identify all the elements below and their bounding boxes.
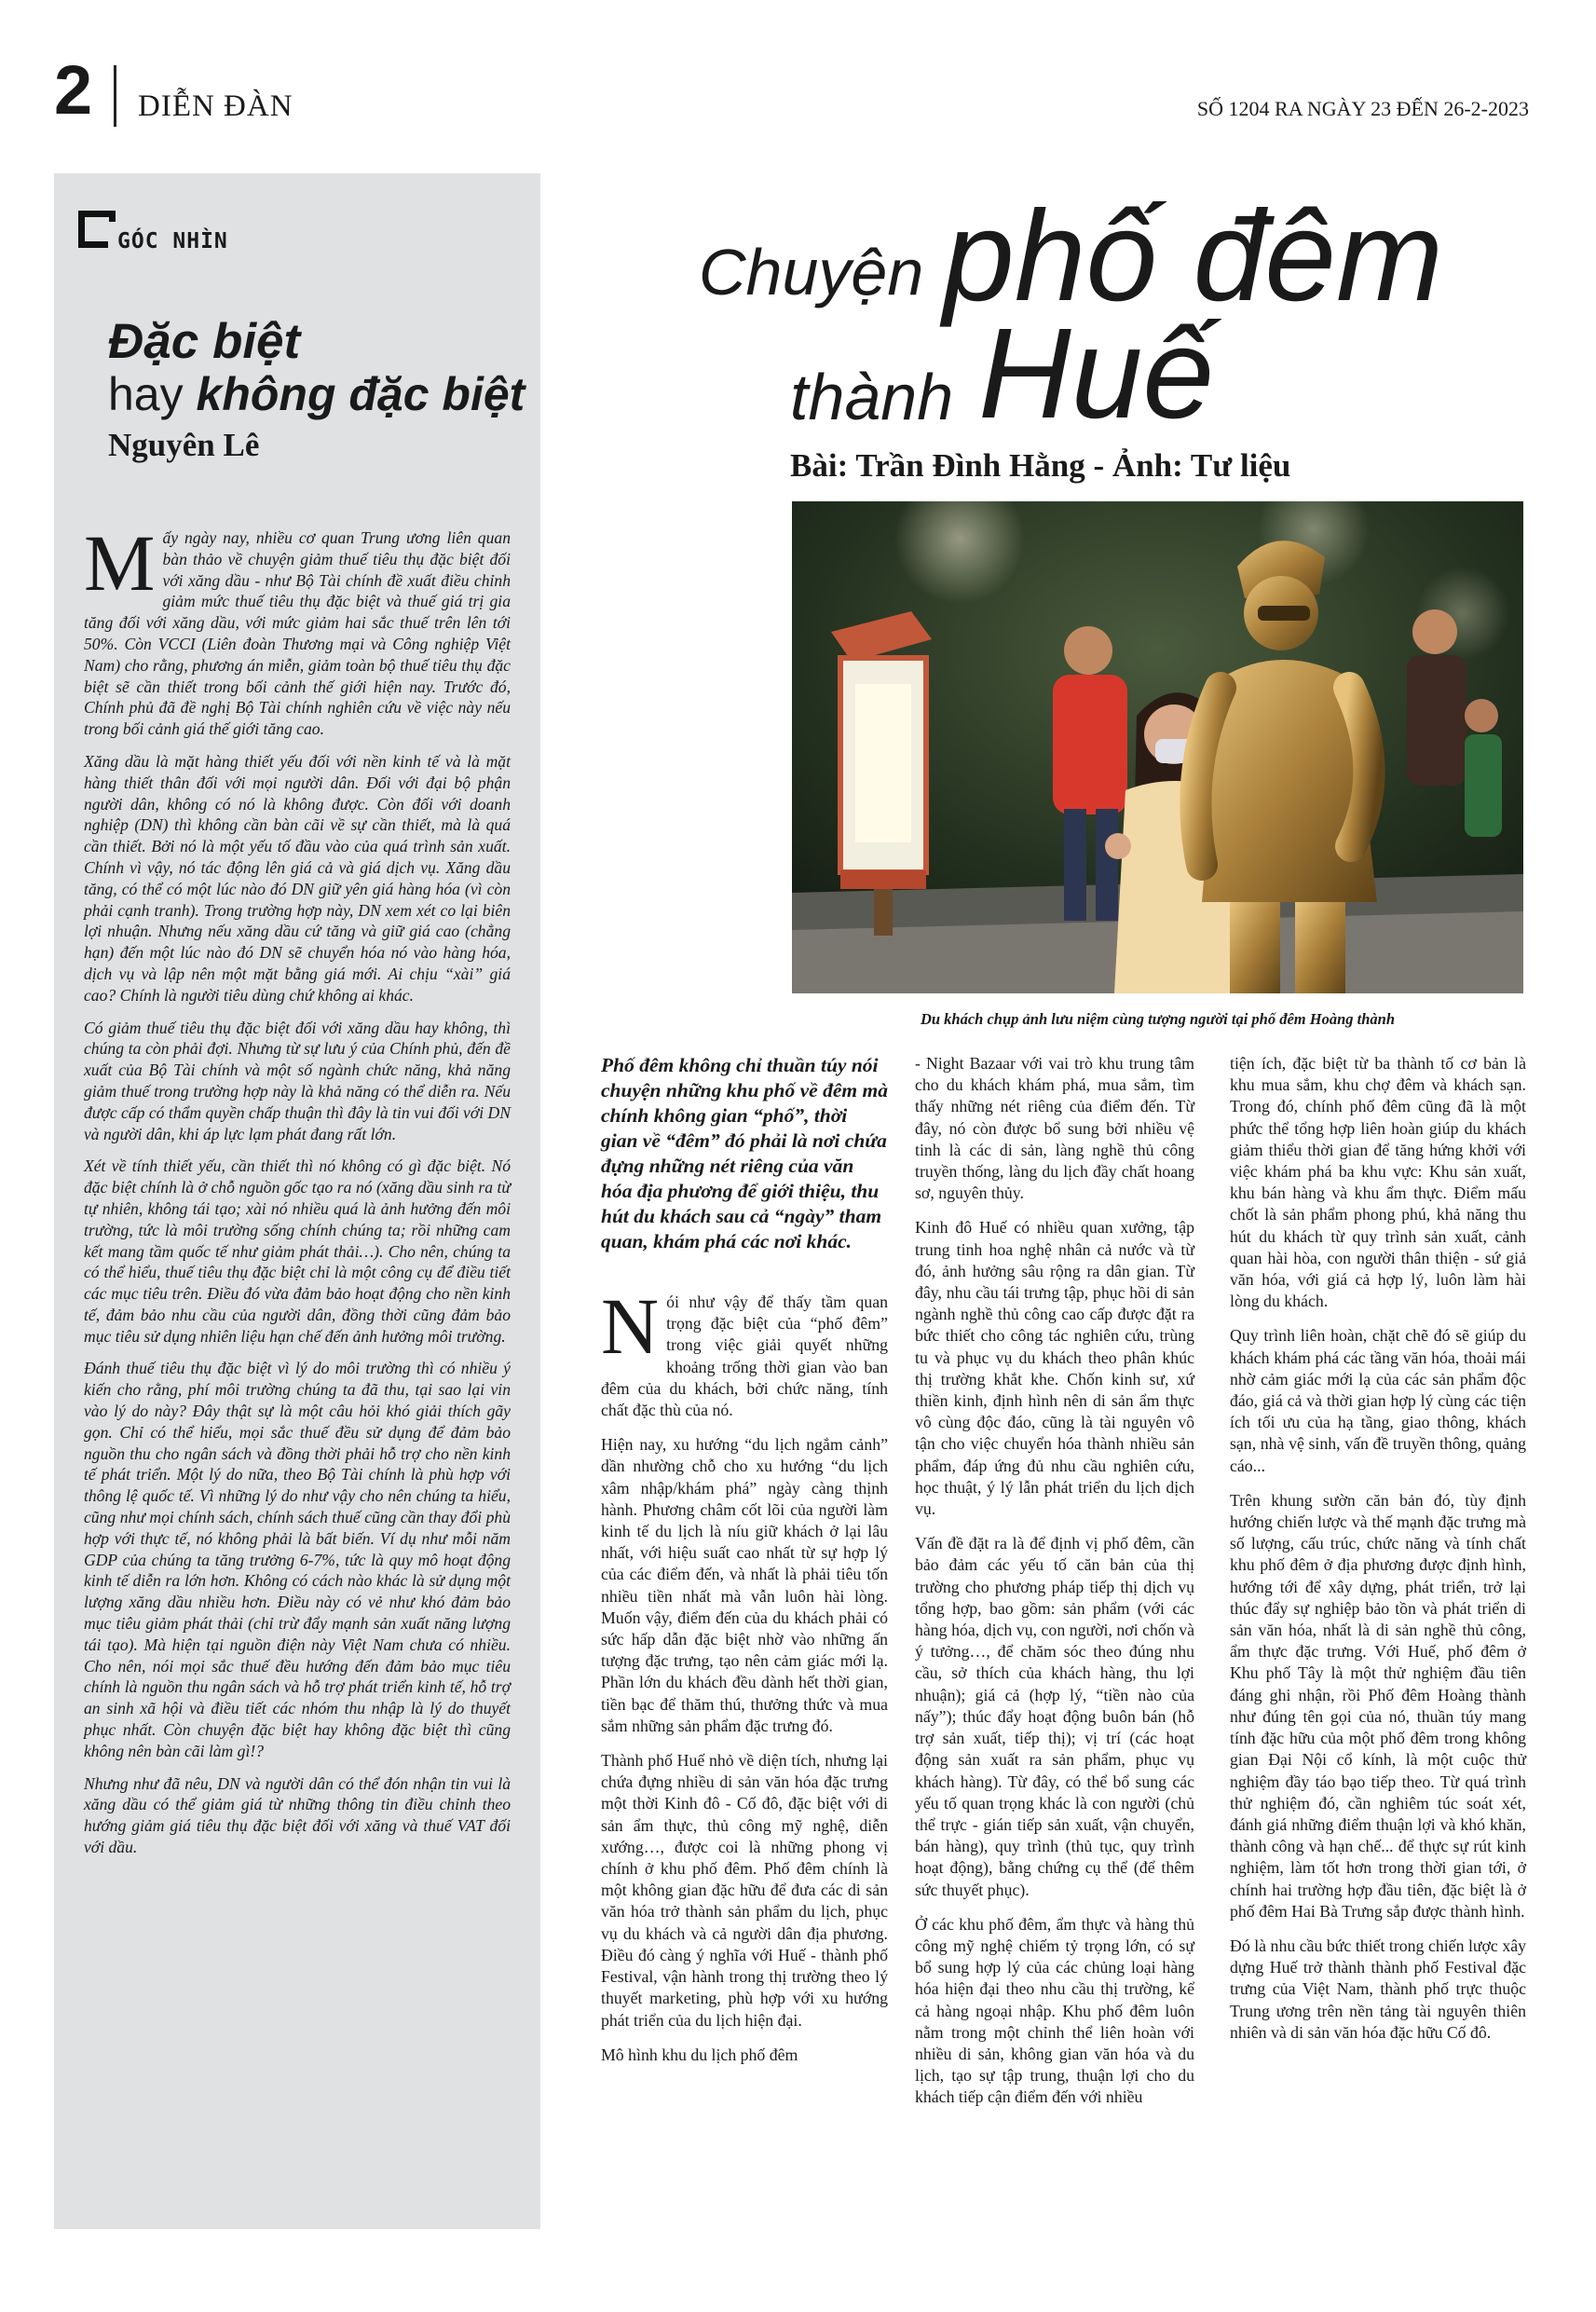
article-paragraph [601,1281,888,1421]
article-paragraph: tiện ích, đặc biệt từ ba thành tố cơ bản là khu mua sắm, khu chợ đêm và khách sạn. Trong đó, chính phố đêm cũng đã là một phức thể tổng hợp liên hoàn giúp du khách giảm thiểu thời gian để tăng hứng khởi với việc khám phá ba khu vực: Khu sản xuất, khu bán hàng và khu ẩm thực. Điểm mấu chốt là sản phẩm phong phú, khả năng thu hút du khách từ quy trình sản xuất, cảnh quan hài hòa, con người thân thiện - sứ giả văn hóa, với giá cả hợp lý, luôn làm hài lòng du khách. [1230,1054,1526,1311]
article-paragraph-text: ói như vậy để thấy tầm quan trọng đặc biệt của “phố đêm” trong việc giải quyết những khoảng trống thời gian vào ban đêm của du khách, bởi chức năng, tính chất đặc thù của nó. [601,1293,888,1420]
page-number: 2 [54,51,93,129]
article-paragraph: Kinh đô Huế có nhiều quan xưởng, tập trung tinh hoa nghệ nhân cả nước và từ đó, ảnh hưởng sâu rộng ra dân gian. Từ đây, nhu cầu tái trưng tập, phục hồi di sản ngành nghề thủ công cao cấp được đặt ra bức thiết cho công tác nghiên cứu, trùng tu và phục vụ du khách theo phân khúc thị trường khắt khe. Chốn kinh sư, xứ thiền kinh, định hình nên di sản ẩm thực vô cùng độc đáo, cũng là tài nguyên vô tận cho việc chuyển hóa thành nhiều sản phẩm, đáp ứng đủ nhu cầu nghiên cứu, học thuật, ý lý lẫn phát triển du lịch dịch vụ. [915,1218,1194,1519]
article-paragraph: Thành phố Huế nhỏ về diện tích, nhưng lại chứa đựng nhiều di sản văn hóa đặc trưng một thời Kinh đô - Cố đô, đặc biệt với di sản ẩm thực, thủ công mỹ nghệ, diễn xướng…, được coi là những phong vị chính ở khu phố đêm. Phố đêm chính là một không gian đặc hữu để đưa các di sản văn hóa trở thành sản phẩm du lịch, phục vụ du khách và cả người dân địa phương. Điều đó càng ý nghĩa với Huế - thành phố Festival, vận hành trong thị trường theo lý thuyết marketing, phù hợp với xu hướng phát triển của du lịch hiện đại. [601,1751,888,2030]
night-street-photo [792,501,1523,993]
sidebar-column [54,173,540,2229]
article-title-word: phố đêm [943,185,1444,328]
sidebar-paragraph: Xăng dầu là mặt hàng thiết yếu đối với nền kinh tế và là mặt hàng thiết thân đối với mọi người dân. Đối với đại bộ phận người dân, không có nó là không được. Còn đối với doanh nghiệp (DN) thì không cần bàn cãi về sự cần thiết, mà là quá cần thiết. Bởi nó là một yếu tố đầu vào của quá trình sản xuất. Chính vì vậy, nó tác động lên giá cả và giá dịch vụ. Xăng dầu tăng, có thể có một lúc nào đó DN giữ yên giá hàng hóa (vì còn phải cạnh tranh). Trong trường hợp này, DN xem xét co lại biên lợi nhuận. Nhưng nếu xăng dầu cứ tăng và giữ giá cao (chẳng hạn) đến một lúc nào đó DN sẽ chuyển hóa nó vào hàng hóa, dịch vụ và lập nên một mặt bằng giá mới. Ai chịu “xài” giá cao? Chính là người tiêu dùng chứ không ai khác. [84,751,511,1005]
sidebar-author: Nguyên Lê [108,427,260,463]
article-paragraph: Quy trình liên hoàn, chặt chẽ đó sẽ giúp du khách khám phá các tầng văn hóa, thoải mái nhờ cảm giác mới lạ của các sản phẩm độc đáo, giá cả và thời gian hợp lý cùng các tiện ích tối ưu của hạ tầng, giao thông, khách sạn, nhà vệ sinh, vấn đề truyền thông, quảng cáo... [1230,1326,1526,1475]
sidebar-body [84,518,511,1869]
article-title-word: Chuyện [699,236,924,308]
article-column-1 [601,1053,888,2079]
article-photo [792,501,1523,993]
lantern-shape [831,611,932,936]
sidebar-paragraph: Nhưng như đã nêu, DN và người dân có thể đón nhận tin vui là xăng dầu có thể giảm giá từ những thông tin điều chỉnh theo hướng giảm giá tiêu thụ đặc biệt đối với xăng và thuế VAT đối với dầu. [84,1773,511,1857]
article-column-2 [915,1053,1194,2122]
sidebar-dropcap: M [84,518,156,608]
sidebar-paragraph: Xét về tính thiết yếu, cần thiết thì nó không có gì đặc biệt. Nó đặc biệt chính là ở chỗ nguồn gốc tạo ra nó (xăng dầu sinh ra từ tự nhiên, không tái tạo; xài nó nhiều quá là ảnh hưởng đến môi trường, tức là môi trường sống chính chúng ta; rồi những cam kết mang tầm quốc tế như giảm phát thải…). Cho nên, chúng ta có thể hiểu, thuế tiêu thụ đặc biệt chỉ là một công cụ để điều tiết các mục tiêu trên. Điều đó vừa đảm bảo hoạt động cho nền kinh tế, đảm bảo nhu cầu của người dân, đồng thời cũng đảm bảo mục tiêu sử dụng nhiên liệu hạn chế đến ảnh hưởng môi trường. [84,1156,511,1346]
header-divider [114,65,116,127]
article-paragraph: Ở các khu phố đêm, ẩm thực và hàng thủ công mỹ nghệ chiếm tỷ trọng lớn, có sự bổ sung hợp lý của các chủng loại hàng hóa hiện đại theo nhu cầu thị trường, kể cả hàng ngoại nhập. Khu phố đêm luôn nằm trong một chỉnh thể liên hoàn với nhiều di sản, không gian văn hóa và du lịch, tạo sự tập trung, thuận lợi cho du khách tiếp cận điểm đến với nhiều [915,1914,1194,2107]
issue-line: SỐ 1204 RA NGÀY 23 ĐẾN 26-2-2023 [1196,97,1529,120]
article-byline: Bài: Trần Đình Hằng - Ảnh: Tư liệu [790,447,1291,484]
article-title-word: thành [790,361,954,433]
sidebar-section-label: GÓC NHÌN [117,229,228,253]
article-title-word: Huế [978,302,1215,445]
article-paragraph: Mô hình khu du lịch phố đêm [601,2045,798,2064]
article-column-3 [1230,1053,1526,2057]
sidebar-paragraph-text: ấy ngày nay, nhiều cơ quan Trung ương liên quan bàn thảo về chuyện giảm thuế tiêu thụ đặc biệt đối với xăng dầu - như Bộ Tài chính đề xuất điều chỉnh giảm mức thuế tiêu thụ đặc biệt và thuế giá trị gia tăng đối với xăng dầu, với mức giảm hai sắc thuế trên lên tới 50%. Còn VCCI (Liên đoàn Thương mại và Công nghiệp Việt Nam) cho rằng, phương án miễn, giảm toàn bộ thuế tiêu thụ đặc biệt sẽ cần thiết trong bối cảnh thế giới hiện nay. Trước đó, Chính phủ đã đề nghị Bộ Tài chính nghiên cứu về việc này nếu trong bối cảnh giá thế giới tăng cao. [84,528,511,739]
section-name: DIỄN ĐÀN [138,89,293,123]
sidebar-paragraph [84,518,511,740]
sidebar-title-line2 [108,367,525,421]
photo-caption: Du khách chụp ảnh lưu niệm cùng tượng người tại phố đêm Hoàng thành [920,1010,1396,1028]
sidebar-paragraph: Có giảm thuế tiêu thụ đặc biệt đối với xăng dầu hay không, thì chúng ta còn phải đợi. Nhưng từ sự lưu ý của Chính phủ, đến đề xuất của Bộ Tài chính và một số ngành chức năng, khả năng giảm thuế trong trường hợp này là khả năng có thể diễn ra. Nếu được cấp có thẩm quyền chấp thuận thì đây là tin vui đối với DN và người dân, khi áp lực lạm phát đang rất lớn. [84,1018,511,1143]
article-paragraph: Vấn đề đặt ra là để định vị phố đêm, cần bảo đảm các yếu tố căn bản của thị trường cho phương pháp tiếp thị dịch vụ tổng hợp, bao gồm: sản phẩm (với các hàng hóa, dịch vụ, con người, nơi chốn và ý tưởng…, để chăm sóc theo đúng nhu cầu, sở thích của khách hàng, thu lợi nhuận); giá cả (hợp lý, “tiền nào của nấy”); thúc đẩy hoạt động buôn bán (hỗ trợ sản xuất, tiếp thị); vị trí (các hoạt động sản xuất ra sản phẩm, phục vụ khách hàng). Từ đây, có thể bổ sung các yếu tố quan trọng khác là con người (chủ thể trực - gián tiếp sản xuất, vận chuyển, bán hàng), quy trình (thủ tục, quy trình hoạt động), bằng chứng cụ thể (để thêm sức thuyết phục). [915,1534,1194,1899]
article-paragraph: - Night Bazaar với vai trò khu trung tâm cho du khách khám phá, mua sắm, tìm thấy những nét riêng của điểm đến. Từ đây, nó còn được bổ sung bởi nhiều vệ tinh là các di sản, làng nghề thủ công truyền thống, làng du lịch đầy chất hoang sơ, nguyên thủy. [915,1054,1194,1203]
article-lead: Phố đêm không chỉ thuần túy nói chuyện những khu phố về đêm mà chính không gian “phố”, thời gian về “đêm” đó phải là nơi chứa đựng những nét riêng của văn hóa địa phương để giới thiệu, thu hút du khách sau cả “ngày” tham quan, khám phá các nơi khác. [601,1054,888,1252]
sidebar-paragraph: Đánh thuế tiêu thụ đặc biệt vì lý do môi trường thì có nhiều ý kiến cho rằng, phí môi trường chúng ta đã thu, tại sao lại vin vào lý do này? Đây thật sự là một câu hỏi khó giải thích gãy gọn. Chỉ có thể hiểu, mọi sắc thuế đều sử dụng để đảm bảo nguồn thu cho ngân sách và đồng thời phải hỗ trợ cho nền kinh tế phát triển. Một lý do nữa, theo Bộ Tài chính là phù hợp với thông lệ quốc tế. Vì những lý do như vậy cho nên chúng ta hiểu, cũng như mọi chính sách, chính sách thuế cũng cần thay đổi phù hợp với thực tế, nó không phải là bất biến. Ví dụ như mỗi năm GDP của chúng ta tăng trưởng 6-7%, tức là quy mô hoạt động kinh tế diễn ra lớn hơn. Không có cách nào khác là sử dụng một lượng xăng dầu nhiều hơn. Điều này có vẻ như khó đảm bảo mục tiêu giảm phát thải (chỉ trừ đẩy mạnh sản xuất năng lượng tái tạo). Mà hiện tại nguồn điện này Việt Nam chưa có nhiều. Cho nên, nói mọi sắc thuế đều hướng đến đảm bảo mục tiêu chính là nguồn thu ngân sách và hỗ trợ phát triển kinh tế, hỗ trợ an sinh xã hội và điều tiết các nhóm thu nhập là lý do thuyết phục nhất. Còn chuyện đặc biệt hay không đặc biệt thì cũng không nên bàn cãi làm gì!? [84,1359,511,1760]
sidebar-title-line1: Đặc biệt [108,314,301,369]
article-paragraph: Hiện nay, xu hướng “du lịch ngắm cảnh” dần nhường chỗ cho xu hướng “du lịch xâm nhập/khám phá” ngày càng thịnh hành. Phương châm cốt lõi của người làm kinh tế du lịch là níu giữ khách ở lại lâu nhất, với hiệu suất cao nhất từ sự hợp lý của các điểm đến, và nhất là phải tiêu tốn nhiều tiền nhất mà vẫn luôn hài lòng. Muốn vậy, điểm đến của du khách phải có sức hấp dẫn đặc biệt nhờ vào những ấn tượng đặc trưng, tạo nên cảm giác mới lạ. Phần lớn du khách đều dành hết thời gian, tiền bạc để thăm thú, thưởng thức và mua sắm những sản phẩm đặc trưng đó. [601,1435,888,1735]
article-paragraph: Đó là nhu cầu bức thiết trong chiến lược xây dựng Huế trở thành thành phố Festival đặc trưng của Việt Nam, thành phố trực thuộc Trung ương trên nền tảng tài nguyên thiên nhiên và di sản văn hóa đặc hữu Cố đô. [1230,1936,1526,2042]
article-paragraph: Trên khung sườn căn bản đó, tùy định hướng chiến lược và thế mạnh đặc trưng mà số lượng, cấu trúc, chức năng và tính chất khu phố đêm ở địa phương được định hình, hướng tới để xây dựng, phát triển, trở lại thúc đẩy sự nghiệp bảo tồn và phát triển di sản văn hóa, nhất là di sản nghề thủ công, ẩm thực đặc trưng. Với Huế, phố đêm ở Khu phố Tây là một thử nghiệm đầu tiên đáng ghi nhận, rồi Phố đêm Hoàng thành như đúng tên gọi của nó, thuần túy mang tính đặc hữu của một phố đêm trong không gian Đại Nội cổ kính, là một cuộc thử nghiệm đầy táo bạo tiếp theo. Từ quá trình thử nghiệm đó, cần nghiêm túc soát xét, đánh giá những điểm thuận lợi và khó khăn, thành công và hạn chế... để thực sự rút kinh nghiệm, làm tốt hơn trong thời gian tới, ở chính hai trường hợp đầu tiên, đặc biệt là ở phố đêm Hai Bà Trưng sắp được thành hình. [1230,1490,1526,1921]
sidebar-title-bold: không đặc biệt [196,368,525,420]
article-dropcap: N [601,1281,660,1371]
sidebar-title-pre: hay [108,368,197,420]
